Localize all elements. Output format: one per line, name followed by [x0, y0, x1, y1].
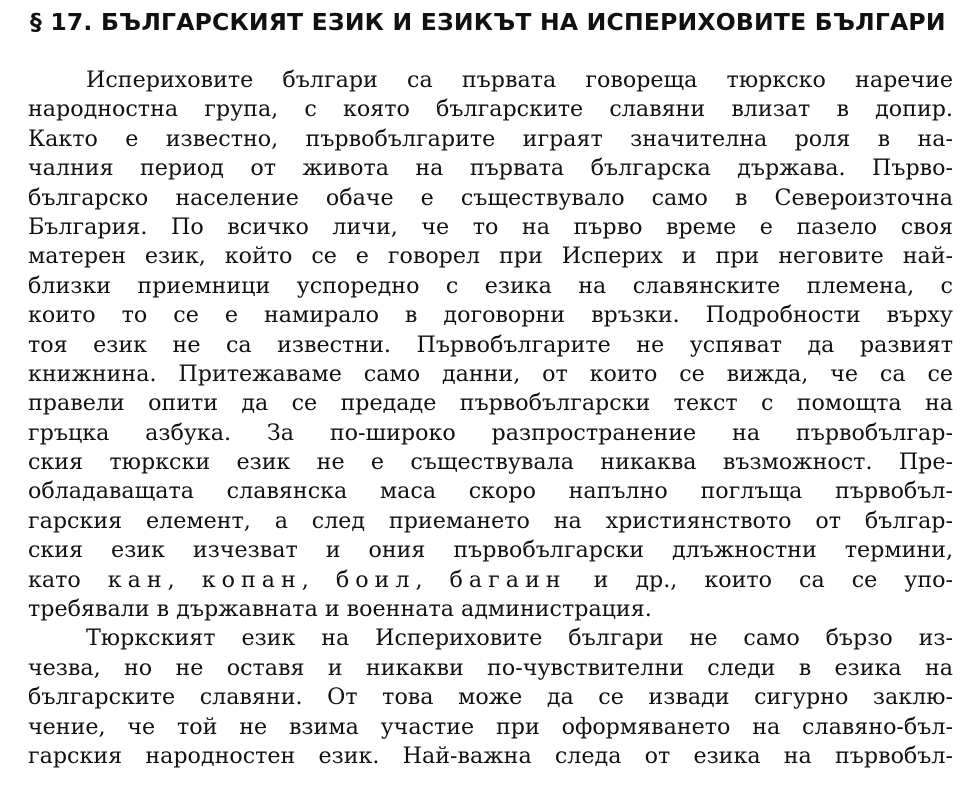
text-line: тоя език не са известни. Първобългарите не успяват да развият: [28, 331, 953, 358]
text-line: Испериховите българи са първата говореща тюркско наречие: [86, 67, 953, 93]
text-line: чалния период от живота на първата българска държава. Първо-: [28, 155, 953, 182]
text-line: ския език изчезват и ония първобългарски длъжностни термини,: [28, 537, 953, 564]
text-line: книжнина. Притежаваме само данни, от които се вижда, че са се: [28, 360, 953, 387]
text-line: матерен език, който се е говорел при Исперих и при неговите най-: [28, 243, 953, 270]
text-line: гарския народностен език. Най-важна следа от езика на първобъл-: [28, 742, 953, 769]
text-line: обладаващата славянска маса скоро напълно поглъща първобъл-: [28, 478, 953, 505]
text-line: гръцка азбука. За по-широко разпространение на първобългар-: [28, 419, 953, 446]
text-line: Тюркският език на Испериховите българи не само бързо из-: [86, 625, 953, 652]
text-line: българските славяни. От това може да се извади сигурно заклю-: [28, 684, 953, 711]
term-boil: боил: [335, 566, 416, 593]
text-line: правели опити да се предаде първобългарски текст с помощта на: [28, 390, 953, 417]
paragraph-2: [28, 624, 953, 771]
text-line-terms: като кан, копан, боил, багаин и др., които са се упо-: [28, 566, 953, 593]
text-line: требявали в държавната и военната администрация.: [28, 596, 652, 623]
text-line: България. По всичко личи, че то на първо време е пазело своя: [28, 213, 953, 240]
paragraph-1: [28, 66, 953, 624]
text-line: чение, че той не взима участие при оформяването на славяно-бъл-: [28, 713, 953, 740]
line-suffix: и др., които са се упо-: [593, 566, 953, 593]
line-prefix: като: [28, 566, 81, 593]
term-kan: кан: [107, 566, 168, 593]
term-kopan: копан: [201, 566, 302, 593]
term-bagain: багаин: [449, 566, 567, 593]
section-heading: § 17. БЪЛГАРСКИЯТ ЕЗИК И ЕЗИКЪТ НА ИСПЕРИХОВИТЕ БЪЛГАРИ: [30, 8, 946, 36]
text-line: гарския елемент, а след приемането на християнството от българ-: [28, 507, 953, 534]
text-line: Както е известно, първобългарите играят значителна роля в на-: [28, 125, 953, 152]
text-line: народностна група, с която българските славяни влизат в допир.: [28, 96, 953, 123]
page-cut-edge: [0, 793, 960, 807]
text-line: близки приемници успоредно с езика на славянските племена, с: [28, 272, 953, 299]
text-line: българско население обаче е съществувало само в Североизточна: [28, 184, 953, 211]
text-line: чезва, но не оставя и никакви по-чувствителни следи в езика на: [28, 654, 953, 681]
text-line: ския тюркски език не е съществувала никаква възможност. Пре-: [28, 449, 953, 476]
body-text: [28, 66, 953, 771]
text-line: които то се е намирало в договорни връзки. Подробности върху: [28, 302, 953, 329]
